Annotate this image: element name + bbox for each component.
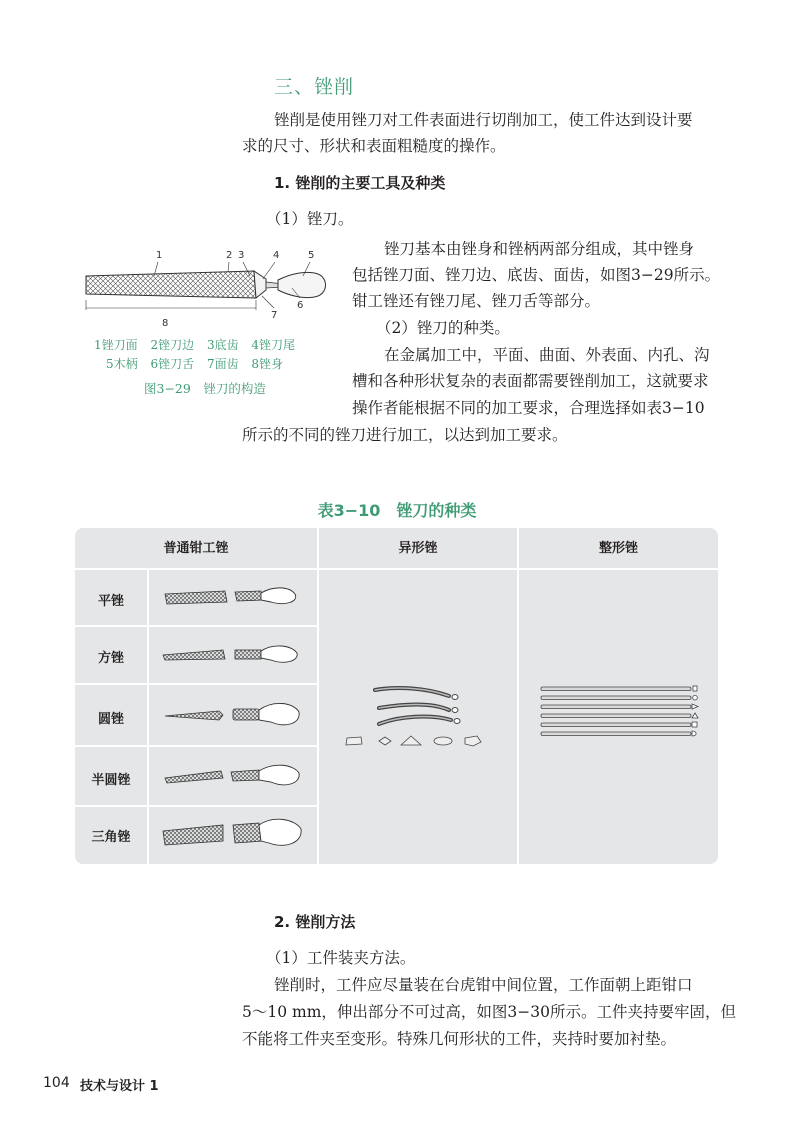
triangle-file-image [163,819,301,845]
legend-item: 5木柄 [106,357,138,371]
legend-item: 3底齿 [206,338,239,352]
intro-line-1: 锉削是使用锉刀对工件表面进行切削加工，使工件达到设计要 [274,111,693,129]
fig-num-7: 7 [271,310,278,321]
file-structure-figure [78,246,338,336]
types-line-1: 在金属加工中，平面、曲面、外表面、内孔、沟 [384,346,710,364]
fig-num-5: 5 [308,250,315,261]
legend-item: 6锉刀舌 [150,357,195,371]
header-special-file: 异形锉 [398,541,438,556]
row-label-triangle-file: 三角锉 [91,830,131,845]
item-types-title: （2）锉刀的种类。 [376,319,510,337]
legend-item: 2锉刀边 [150,338,195,352]
file-desc-line-1: 锉刀基本由锉身和锉柄两部分组成，其中锉身 [384,240,695,258]
fig-num-4: 4 [273,250,280,261]
file-body [86,271,256,298]
legend-row-2 [94,355,334,374]
intro-line-2: 求的尺寸、形状和表面粗糙度的操作。 [242,137,506,155]
flat-file-image [165,588,296,604]
section-title: 三、锉削 [274,76,355,98]
legend-item: 8锉身 [251,357,284,371]
col-divider-1 [317,528,319,864]
page-number: 104 [43,1075,70,1091]
table-title: 表3−10 锉刀的种类 [317,501,477,520]
clamp-line-2: 5～10 mm，伸出部分不可过高，如图3−30所示。工件夹持要牢固，但 [242,1003,736,1021]
header-common-file: 普通钳工锉 [163,541,229,556]
file-diagram [78,246,338,336]
legend-item: 7面齿 [206,357,239,371]
types-line-2: 槽和各种形状复杂的表面都需要锉削加工，这就要求 [352,372,709,390]
fig-num-3: 3 [238,250,245,261]
file-desc-line-3: 钳工锉还有锉刀尾、锉刀舌等部分。 [352,292,601,310]
subsection-title-tools: 1. 锉削的主要工具及种类 [274,174,446,192]
col-divider-label [147,570,149,864]
item-clamp-title: （1）工件装夹方法。 [266,949,416,967]
round-file-image [165,703,299,724]
half-round-file-image [165,765,299,785]
col-divider-2 [517,528,519,864]
common-file-images [161,578,311,858]
book-title: 技术与设计 1 [80,1079,159,1094]
subsection-title-methods: 2. 锉削方法 [274,913,356,931]
file-tail [254,271,266,298]
figure-caption: 图3−29 锉刀的构造 [144,381,266,396]
file-types-table [75,528,718,864]
fig-num-8: 8 [162,318,169,329]
legend-item: 1锉刀面 [94,338,138,352]
figure-legend [94,336,334,374]
needle-file-image [537,683,707,753]
square-file-image [163,646,297,662]
types-line-3: 操作者能根据不同的加工要求，合理选择如表3−10 [352,399,705,417]
legend-item: 4锉刀尾 [251,338,296,352]
item-file-title: （1）锉刀。 [266,210,354,228]
header-divider [75,568,718,570]
row-label-round-file: 圆锉 [97,712,124,727]
row-label-flat-file: 平锉 [97,594,124,609]
file-desc-line-2: 包括锉刀面、锉刀边、底齿、面齿，如图3−29所示。 [352,266,721,284]
fig-num-6: 6 [297,300,304,311]
types-line-4: 所示的不同的锉刀进行加工，以达到加工要求。 [242,426,568,444]
header-needle-file: 整形锉 [598,541,638,556]
legend-row-1 [94,336,334,355]
row-label-half-round-file: 半圆锉 [91,773,131,788]
row-label-square-file: 方锉 [97,651,124,666]
file-handle [278,272,326,297]
clamp-line-3: 不能将工件夹至变形。特殊几何形状的工件，夹持时要加衬垫。 [242,1030,677,1048]
fig-num-1: 1 [156,250,163,261]
special-file-image [337,680,502,755]
clamp-line-1: 锉削时，工件应尽量装在台虎钳中间位置，工作面朝上距钳口 [274,976,693,994]
fig-num-2: 2 [226,250,233,261]
